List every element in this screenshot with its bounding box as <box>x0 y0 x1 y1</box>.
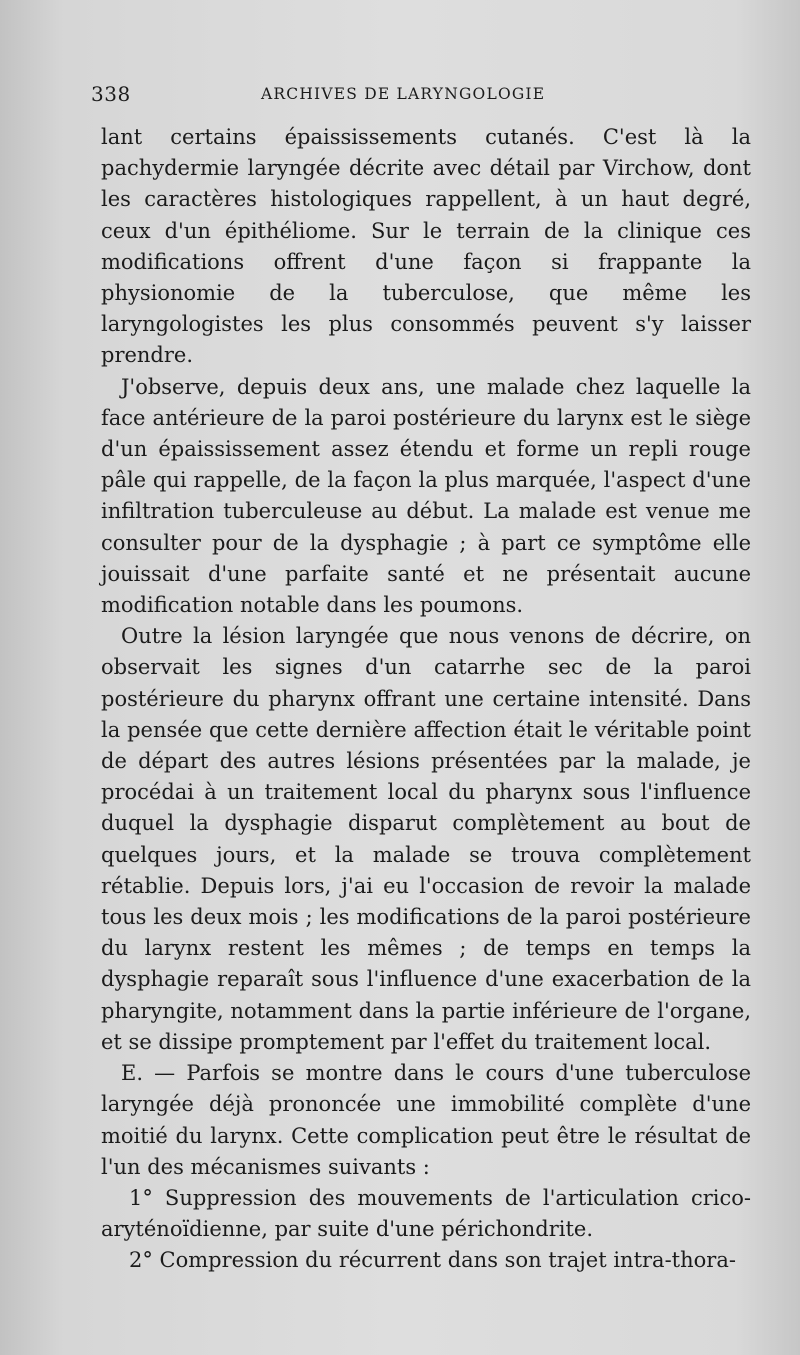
paragraph-continued: lant certains épaississements cutanés. C'est là la pachydermie laryngée décrite avec détail par Virchow, dont les caractères histologiques rappellent, à un haut degré, ceux d'un épithéliome. Sur le terrain de la clinique ces modifications offrent d'une façon si frappante la physionomie de la tuberculose, que même les laryngologistes les plus consommés peuvent s'y laisser prendre. <box>101 125 751 368</box>
list-item-2: 2° Compression du récurrent dans son trajet intra-thora- <box>129 1248 736 1273</box>
paragraph-observation: J'observe, depuis deux ans, une malade chez laquelle la face antérieure de la paroi postérieure du larynx est le siège d'un épaississement assez étendu et forme un repli rouge pâle qui rappelle, de la façon la plus marquée, l'aspect d'une infiltration tuberculeuse au début. La malade est venue me consulter pour de la dysphagie ; à part ce symptôme elle jouissait d'une parfaite santé et ne présentait aucune modification notable dans les poumons. <box>101 374 751 618</box>
list-item-1: 1° Suppression des mouvements de l'articulation crico-aryténoïdienne, par suite d'une périchondrite. <box>101 1185 751 1242</box>
journal-title: ARCHIVES DE LARYNGOLOGIE <box>261 85 546 103</box>
running-head <box>91 82 751 108</box>
page-number: 338 <box>91 82 131 106</box>
paragraph-lesion: Outre la lésion laryngée que nous venons de décrire, on observait les signes d'un catarrhe sec de la paroi postérieure du pharynx offrant une certaine intensité. Dans la pensée que cette dernière affection était le véritable point de départ des autres lésions présentées par la malade, je procédai à un traitement local du pharynx sous l'influence duquel la dysphagie disparut complètement au bout de quelques jours, et la malade se trouva complètement rétablie. Depuis lors, j'ai eu l'occasion de revoir la malade tous les deux mois ; les modifications de la paroi postérieure du larynx restent les mêmes ; de temps en temps la dysphagie reparaît sous l'influence d'une exacerbation de la pharyngite, notamment dans la partie inférieure de l'organe, et se dissipe promptement par l'effet du traitement local. <box>101 624 751 1054</box>
paragraph-section-e: E. — Parfois se montre dans le cours d'une tuberculose laryngée déjà prononcée une immobilité complète d'une moitié du larynx. Cette complication peut être le résultat de l'un des mécanismes suivants : <box>101 1061 751 1179</box>
body-text <box>101 122 751 1277</box>
